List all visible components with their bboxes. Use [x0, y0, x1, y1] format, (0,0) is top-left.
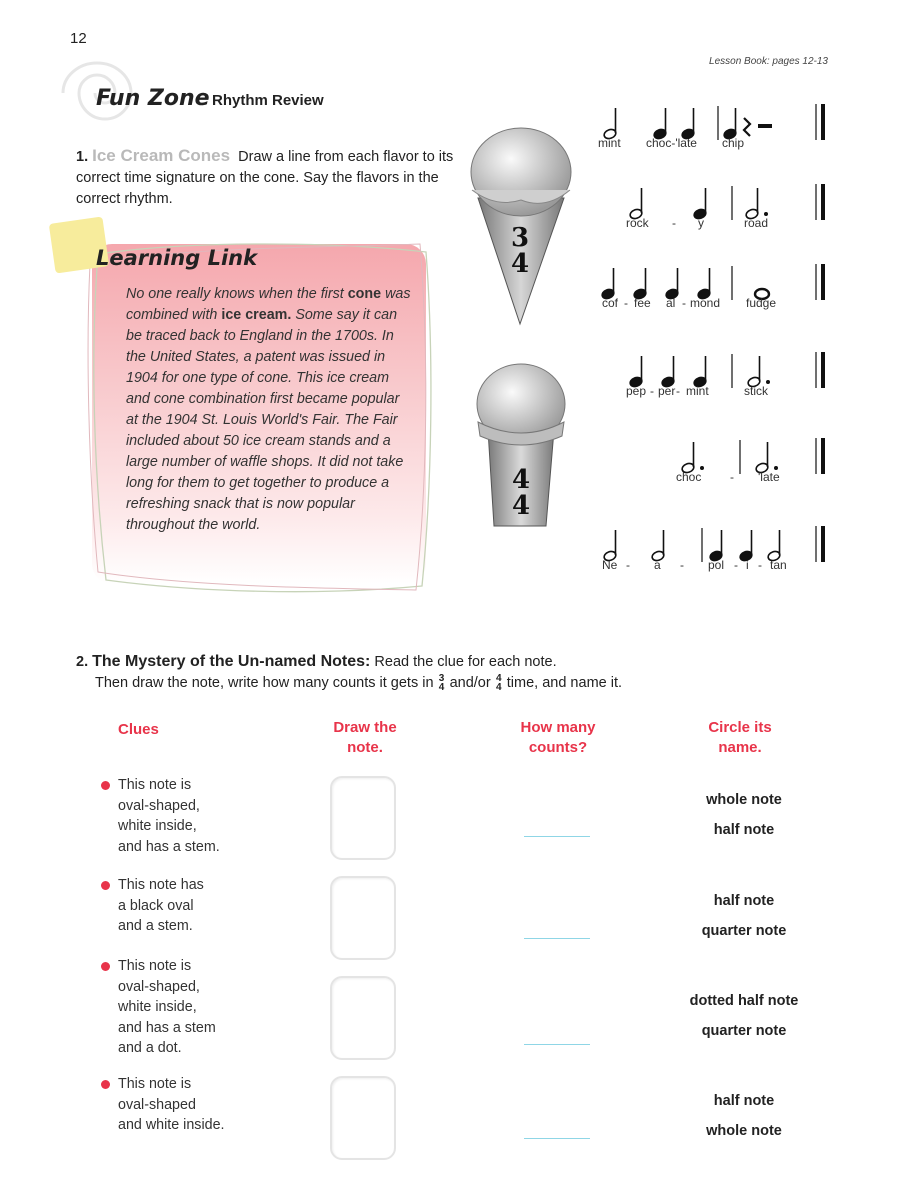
- question-1-number: 1.: [76, 149, 89, 165]
- question-2-heading: The Mystery of the Un-named Notes:: [92, 653, 371, 670]
- cone-1-bottom: 4: [510, 249, 530, 279]
- learning-link-title: Learning Link: [96, 246, 258, 270]
- clue-2: This note has a black oval and a stem.: [118, 877, 204, 934]
- cone-2-bottom: 4: [511, 491, 531, 521]
- question-2: 2. The Mystery of the Un-named Notes: Read the clue for each note. Then draw the note, write how many counts it gets in 3 4 and/or 4 4 time, and name it.: [76, 653, 623, 694]
- lesson-reference: Lesson Book: pages 12-13: [709, 56, 828, 67]
- bullet-icon: [101, 781, 110, 790]
- rhythm-row-peppermint-stick: pep - per - mint stick: [596, 352, 836, 412]
- fun-zone-title: Fun Zone: [96, 86, 210, 111]
- question-1-text: Draw a line from each flavor to its correct time signature on the cone. Say the flavors in the correct rhythm.: [76, 149, 454, 207]
- draw-note-box-4[interactable]: [330, 1076, 396, 1160]
- counts-blank-4[interactable]: [524, 1138, 590, 1139]
- cone-2-top: 4: [511, 465, 531, 495]
- ice-cream-cone-3-4-icon: [466, 120, 576, 330]
- rhythm-row-mint-choc-late-chip: mint choc-'late chip: [596, 104, 836, 164]
- page-number: 12: [70, 30, 87, 47]
- question-2-line1: Read the clue for each note.: [374, 654, 557, 670]
- cone-1-top: 3: [510, 223, 530, 253]
- counts-blank-3[interactable]: [524, 1044, 590, 1045]
- counts-blank-1[interactable]: [524, 836, 590, 837]
- clue-1: This note is oval-shaped, white inside, and has a stem.: [118, 777, 220, 855]
- bullet-icon: [101, 881, 110, 890]
- question-1-heading: Ice Cream Cones: [92, 146, 231, 165]
- rhythm-row-choc-late: choc - 'late: [596, 438, 836, 498]
- ice-cream-cup-cone-4-4-icon: [466, 360, 576, 530]
- bullet-icon: [101, 962, 110, 971]
- question-2-number: 2.: [76, 654, 89, 670]
- option-half-note[interactable]: half note: [713, 1093, 775, 1109]
- col-header-counts: How many counts?: [520, 719, 596, 756]
- option-whole-note[interactable]: whole note: [706, 1123, 782, 1139]
- rhythm-notes-1-icon: [596, 104, 836, 144]
- option-half-note[interactable]: half note: [713, 822, 775, 838]
- draw-note-box-3[interactable]: [330, 976, 396, 1060]
- time-signature-3-4: 3 4: [438, 673, 445, 694]
- option-whole-note[interactable]: whole note: [706, 792, 782, 808]
- draw-note-box-1[interactable]: [330, 776, 396, 860]
- col-header-circle: Circle its name.: [708, 719, 772, 756]
- bullet-icon: [101, 1080, 110, 1089]
- clue-4: This note is oval-shaped and white inside.: [118, 1076, 225, 1133]
- option-quarter-note[interactable]: quarter note: [701, 1023, 787, 1039]
- question-1: [76, 145, 456, 210]
- learning-link-text: No one really knows when the first cone was combined with ice cream. Some say it can be traced back to England in the 1700s. In the United States, a patent was issued in 1904 for one type of cone. This ice cream and cone combination first became popular at the 1904 St. Louis World's Fair. The Fair included about 50 ice cream stands and a large number of waffle shops. It did not take long for them to get together to produce a refreshing snack that is now popular throughout the world.: [126, 286, 411, 533]
- time-signature-4-4: 4 4: [495, 673, 502, 694]
- rhythm-row-neapolitan: Ne - a - pol - i - tan: [596, 526, 836, 586]
- col-header-draw: Draw the note.: [333, 719, 397, 756]
- draw-note-box-2[interactable]: [330, 876, 396, 960]
- col-header-clues: Clues: [118, 721, 159, 738]
- counts-blank-2[interactable]: [524, 938, 590, 939]
- option-half-note[interactable]: half note: [713, 893, 775, 909]
- clue-3: This note is oval-shaped, white inside, and has a stem and a dot.: [118, 958, 216, 1056]
- rhythm-notes-5-icon: [596, 438, 836, 478]
- rhythm-row-rocky-road: rock - y road: [596, 184, 836, 244]
- rhythm-row-coffee-almond-fudge: cof - fee al - mond fudge: [596, 264, 836, 324]
- option-quarter-note[interactable]: quarter note: [701, 923, 787, 939]
- option-dotted-half-note[interactable]: dotted half note: [689, 993, 799, 1009]
- fun-zone-subtitle: Rhythm Review: [212, 92, 324, 109]
